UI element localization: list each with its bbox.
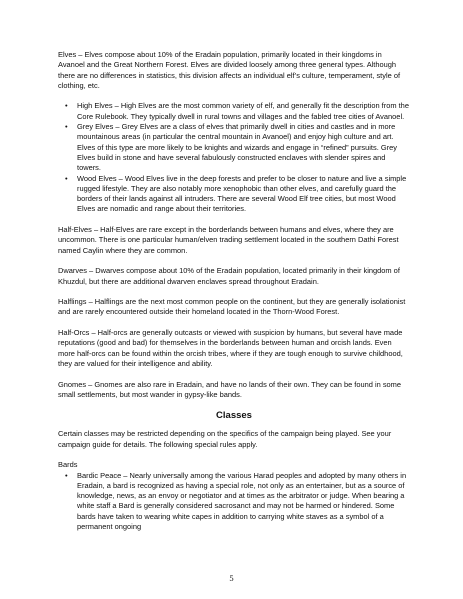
page-number: 5	[229, 573, 234, 583]
classes-intro-paragraph: Certain classes may be restricted depending on the specifics of the campaign being played. See your campaign guide for details. The following special rules apply.	[58, 429, 392, 449]
halflings-paragraph: Halflings – Halflings are the next most common people on the continent, but they are generally isolationist and are rarely encountered outside their homeland located in the Thorn-Wood Forest.	[58, 297, 406, 317]
half-orcs-paragraph: Half-Orcs – Half-orcs are generally outcasts or viewed with suspicion by humans, but several have made reputations (good and bad) for themselves in the borderlands between human and orcish lands. Even more half-orcs can be found within the orcish tribes, where if they are tough enough to survive childhood, they are valued for their intelligence and ability.	[58, 328, 403, 368]
dwarves-paragraph: Dwarves – Dwarves compose about 10% of the Eradain population, located primarily in their kingdom of Khuzdul, but there are additional dwarven enclaves spread throughout Eradain.	[58, 266, 400, 286]
elf-types-list	[58, 101, 410, 214]
elves-paragraph: Elves – Elves compose about 10% of the Eradain population, primarily located in their kingdoms in Avanoel and the Great Northern Forest. Elves are divided loosely among three general types. Although there are no differences in statistics, this division affects an individual elf’s culture, temperament, style of clothing, etc.	[58, 50, 401, 90]
list-item-wood-elves: • Wood Elves – Wood Elves live in the deep forests and prefer to be closer to nature and live a simple rugged lifestyle. They are also notably more xenophobic than other elves, and carefully guard the borders of their lands against all intruders. There are several Wood Elf tree cities, but most Wood Elves are nomadic and range about their territories.	[58, 174, 410, 215]
classes-heading: Classes	[216, 410, 252, 422]
list-item-bardic-peace: • Bardic Peace – Nearly universally among the various Harad peoples and adopted by many others in Eradain, a bard is recognized as having a special role, not only as an entertainer, but as a source of knowledge, news, as an envoy or negotiator and at times as the arbitrator or judge. When bearing a white staff a Bard is generally considered sacrosanct and may not be harmed or hindered. Some bards have taken to wearing white capes in addition to carrying white staves as a symbol of a permanent ongoing	[58, 471, 410, 533]
gnomes-paragraph: Gnomes – Gnomes are also rare in Eradain, and have no lands of their own. They can be found in some small settlements, but most wander in gypsy-like bands.	[58, 379, 402, 399]
list-item-high-elves: • High Elves – High Elves are the most common variety of elf, and generally fit the description from the Core Rulebook. They typically dwell in rural towns and villages and the fabled tree cities of Avanoel.	[58, 101, 410, 122]
bards-label: Bards	[58, 460, 78, 470]
list-item-grey-elves: • Grey Elves – Grey Elves are a class of elves that primarily dwell in cities and castles and in more mountainous areas (in particular the central mountain in Avanoel) and enjoy high culture and art. Elves of this type are more likely to be knights and wizards and engage in “refined” pursuits. Grey Elves build in stone and have several fabulously constructed enclaves with slender spires and towers.	[58, 122, 410, 173]
page-body	[58, 50, 410, 543]
half-elves-paragraph: Half-Elves – Half-Elves are rare except in the borderlands between humans and elves, where they are uncommon. There is one particular human/elven trading settlement located in the southern Dathi Forest named Caylin where they are common.	[58, 225, 399, 255]
bards-list	[58, 471, 410, 533]
